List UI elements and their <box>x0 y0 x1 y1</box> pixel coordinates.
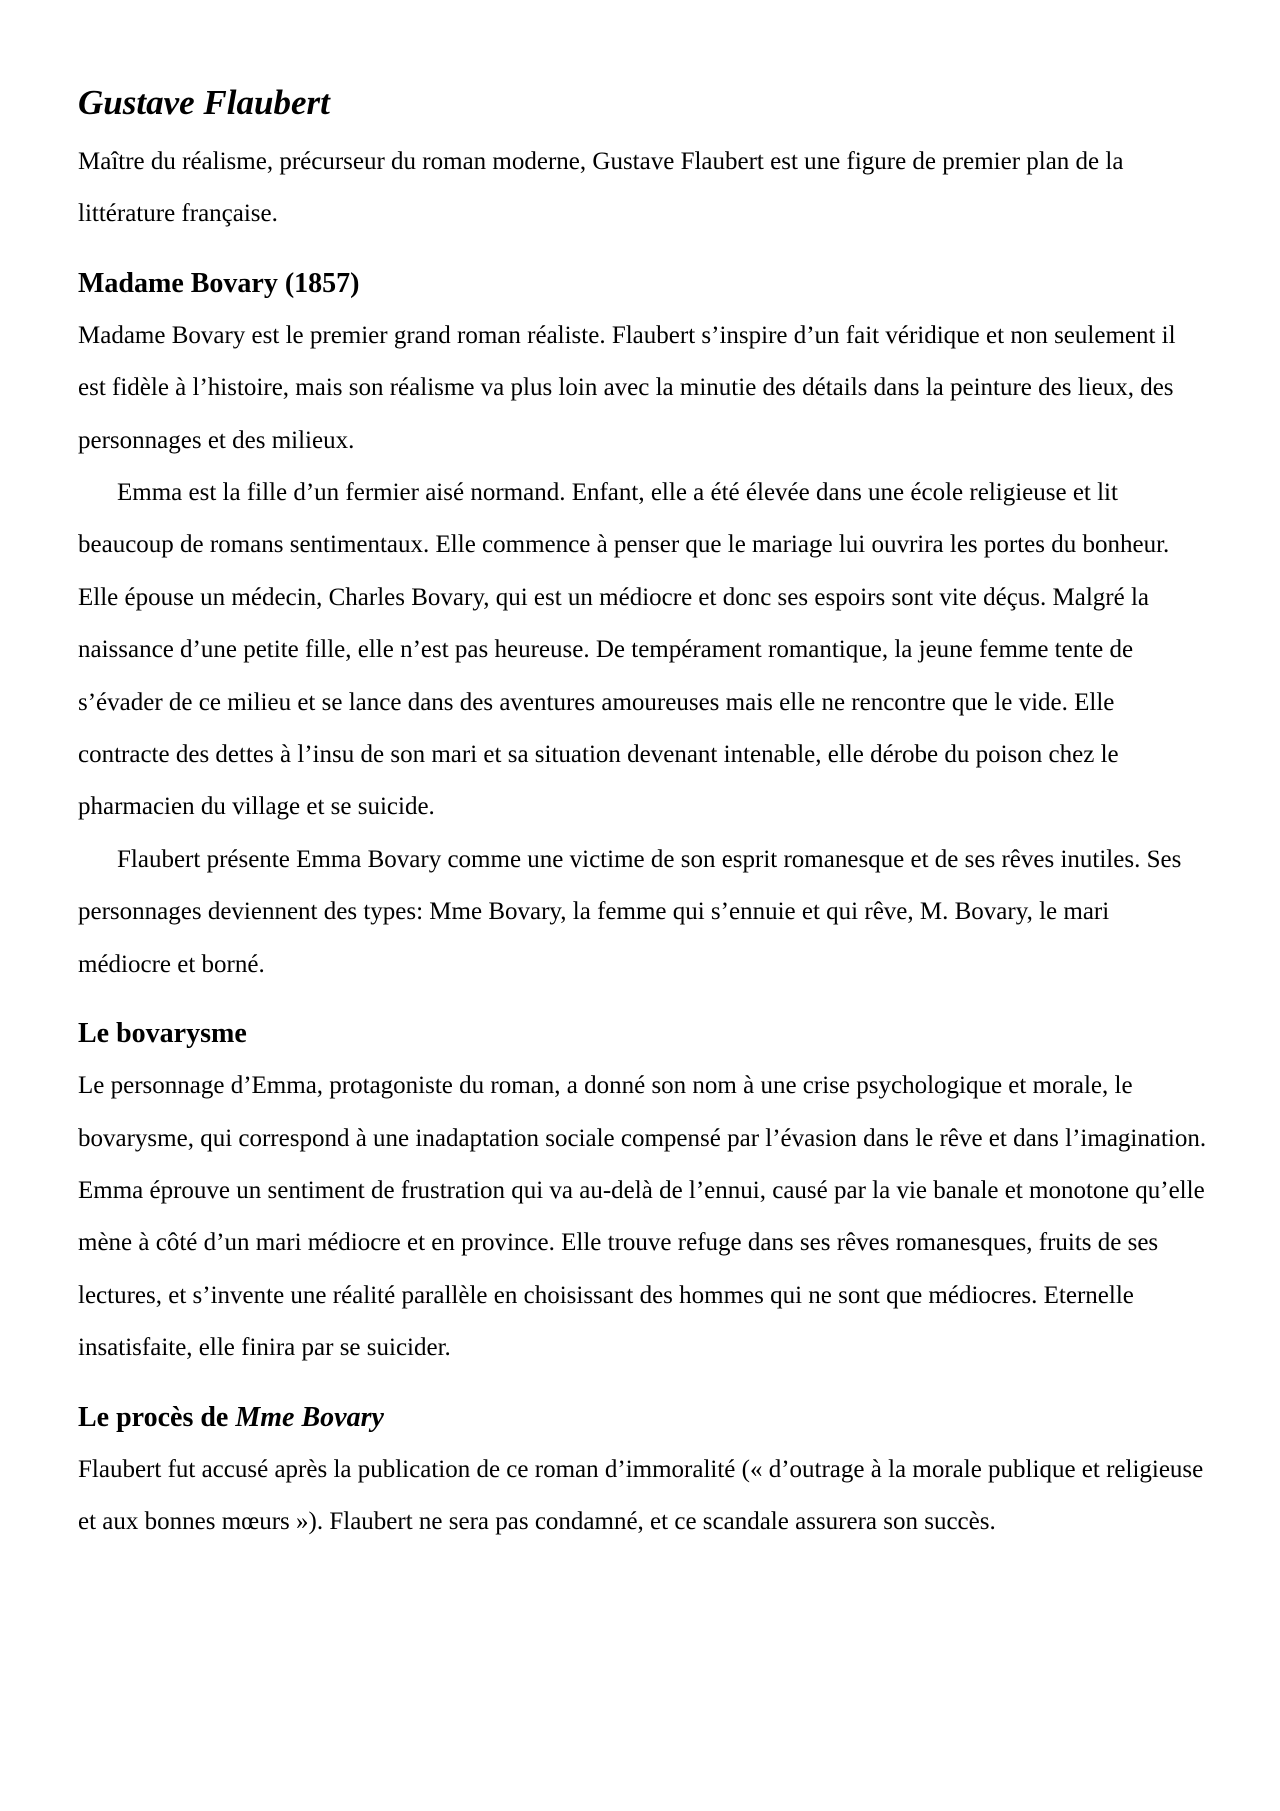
intro-paragraph: Maître du réalisme, précurseur du roman moderne, Gustave Flaubert est une figure de premier plan de la littérature française. <box>78 148 1124 228</box>
document-page <box>78 80 1208 1548</box>
section-heading-bovarysme: Le bovarysme <box>78 1018 247 1050</box>
paragraph-bovary-characters: Flaubert présente Emma Bovary comme une victime de son esprit romanesque et de ses rêves inutiles. Ses personnages deviennent des types: Mme Bovary, la femme qui s’ennuie et qui rêve, M. Bovary, le mari médiocre et borné. <box>78 845 1182 978</box>
document-title: Gustave Flaubert <box>78 83 330 122</box>
section-heading-proces-italic: Mme Bovary <box>235 1401 384 1433</box>
paragraph-bovary-plot: Emma est la fille d’un fermier aisé normand. Enfant, elle a été élevée dans une école religieuse et lit beaucoup de romans sentimentaux. Elle commence à penser que le mariage lui ouvrira les portes du bonheur. Elle épouse un médecin, Charles Bovary, qui est un médiocre et donc ses espoirs sont vite déçus. Malgré la naissance d’une petite fille, elle n’est pas heureuse. De tempérament romantique, la jeune femme tente de s’évader de ce milieu et se lance dans des aventures amoureuses mais elle ne rencontre que le vide. Elle contracte des dettes à l’insu de son mari et sa situation devenant intenable, elle dérobe du poison chez le pharmacien du village et se suicide. <box>78 479 1170 821</box>
section-heading-proces <box>78 1398 1208 1438</box>
paragraph-bovarysme: Le personnage d’Emma, protagoniste du roman, a donné son nom à une crise psychologique et morale, le bovarysme, qui correspond à une inadaptation sociale compensé par l’évasion dans le rêve et dans l’imagination. Emma éprouve un sentiment de frustration qui va au-delà de l’ennui, causé par la vie banale et monotone qu’elle mène à côté d’un mari médiocre et en province. Elle trouve refuge dans ses rêves romanesques, fruits de ses lectures, et s’invente une réalité parallèle en choisissant des hommes qui ne sont que médiocres. Eternelle insatisfaite, elle finira par se suicider. <box>78 1072 1207 1362</box>
section-heading-proces-prefix: Le procès de <box>78 1401 236 1433</box>
paragraph-bovary-realism: Madame Bovary est le premier grand roman réaliste. Flaubert s’inspire d’un fait véridique et non seulement il est fidèle à l’histoire, mais son réalisme va plus loin avec la minutie des détails dans la peinture des lieux, des personnages et des milieux. <box>78 321 1176 454</box>
paragraph-proces: Flaubert fut accusé après la publication de ce roman d’immoralité (« d’outrage à la morale publique et religieuse et aux bonnes mœurs »). Flaubert ne sera pas condamné, et ce scandale assurera son succès. <box>78 1455 1204 1535</box>
section-heading-madame-bovary: Madame Bovary (1857) <box>78 267 360 299</box>
